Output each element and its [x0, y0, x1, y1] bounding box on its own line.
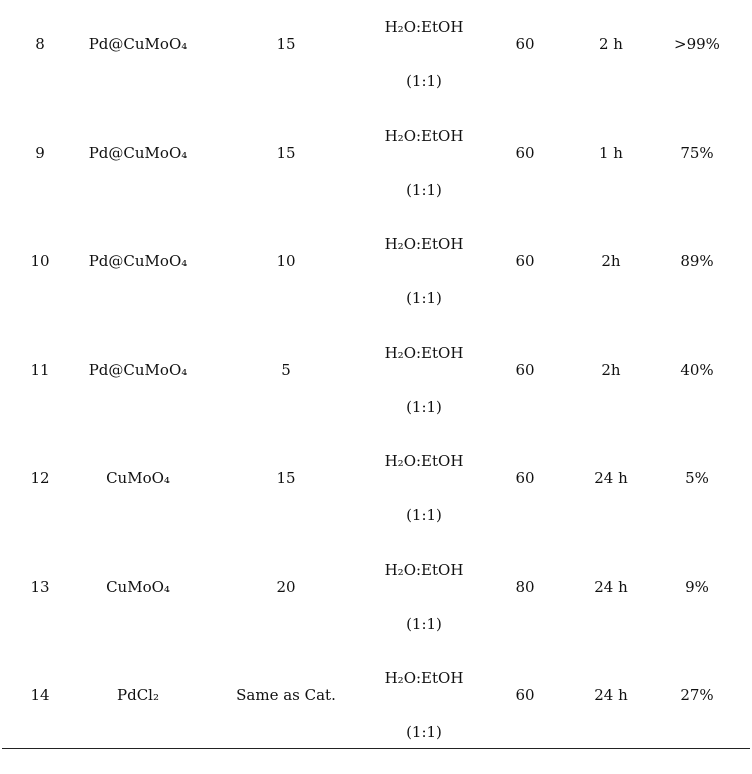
solvent-ratio: (1:1) [406, 289, 442, 307]
entry-cell: 12 [30, 469, 50, 487]
yield-cell: 40% [680, 360, 714, 379]
entry-cell: 11 [30, 360, 50, 379]
solvent-name: H₂O:EtOH [384, 452, 464, 470]
catalyst-cell: Pd@CuMoO₄ [88, 360, 188, 379]
solvent-ratio: (1:1) [406, 397, 442, 416]
catalyst-cell: CuMoO₄ [106, 577, 170, 596]
yield-cell: 9% [685, 577, 709, 596]
loading-cell: 15 [276, 143, 296, 162]
entry-cell: 10 [30, 252, 50, 270]
loading-cell: 15 [276, 35, 296, 53]
temperature-cell: 80 [515, 577, 535, 596]
catalyst-cell: PdCl₂ [117, 686, 159, 704]
solvent-ratio: (1:1) [406, 72, 442, 90]
catalyst-cell: Pd@CuMoO₄ [88, 143, 188, 162]
loading-cell: Same as Cat. [236, 686, 336, 704]
time-cell: 2 h [599, 35, 623, 53]
entry-cell: 8 [35, 35, 45, 53]
loading-cell: 15 [276, 469, 296, 487]
solvent-cell [352, 229, 496, 309]
solvent-name: H₂O:EtOH [384, 560, 464, 579]
yield-cell: 27% [680, 686, 714, 704]
solvent-name: H₂O:EtOH [384, 126, 464, 145]
time-cell: 2h [601, 360, 621, 379]
solvent-cell [352, 555, 496, 635]
temperature-cell: 60 [515, 686, 535, 704]
table-bottom-rule [2, 748, 750, 749]
temperature-cell: 60 [515, 35, 535, 53]
temperature-cell: 60 [515, 469, 535, 487]
table-row [0, 340, 752, 449]
solvent-name: H₂O:EtOH [384, 343, 464, 362]
table-row [0, 123, 752, 232]
time-cell: 2h [601, 252, 621, 270]
time-cell: 24 h [594, 686, 628, 704]
loading-cell: 10 [276, 252, 296, 270]
table-row [0, 557, 752, 666]
temperature-cell: 60 [515, 143, 535, 162]
loading-cell: 5 [281, 360, 291, 379]
solvent-name: H₂O:EtOH [384, 669, 464, 687]
solvent-ratio: (1:1) [406, 506, 442, 524]
time-cell: 24 h [594, 469, 628, 487]
solvent-ratio: (1:1) [406, 723, 442, 741]
solvent-cell [352, 121, 496, 201]
catalyst-cell: CuMoO₄ [106, 469, 170, 487]
solvent-cell [352, 338, 496, 418]
time-cell: 1 h [599, 143, 623, 162]
solvent-ratio: (1:1) [406, 180, 442, 199]
solvent-cell [352, 446, 496, 526]
entry-cell: 13 [30, 577, 50, 596]
entry-cell: 9 [35, 143, 45, 162]
yield-cell: 75% [680, 143, 714, 162]
loading-cell: 20 [276, 577, 296, 596]
table-row [0, 448, 752, 557]
entry-cell: 14 [30, 686, 50, 704]
table-row [0, 14, 752, 123]
solvent-cell [352, 663, 496, 743]
solvent-name: H₂O:EtOH [384, 18, 464, 36]
yield-cell: 5% [685, 469, 709, 487]
time-cell: 24 h [594, 577, 628, 596]
table-row [0, 231, 752, 340]
yield-cell: >99% [674, 35, 720, 53]
solvent-cell [352, 12, 496, 92]
solvent-name: H₂O:EtOH [384, 235, 464, 253]
table-row [0, 665, 752, 774]
catalyst-cell: Pd@CuMoO₄ [88, 35, 188, 53]
temperature-cell: 60 [515, 360, 535, 379]
solvent-ratio: (1:1) [406, 614, 442, 633]
temperature-cell: 60 [515, 252, 535, 270]
yield-cell: 89% [680, 252, 714, 270]
catalyst-cell: Pd@CuMoO₄ [88, 252, 188, 270]
